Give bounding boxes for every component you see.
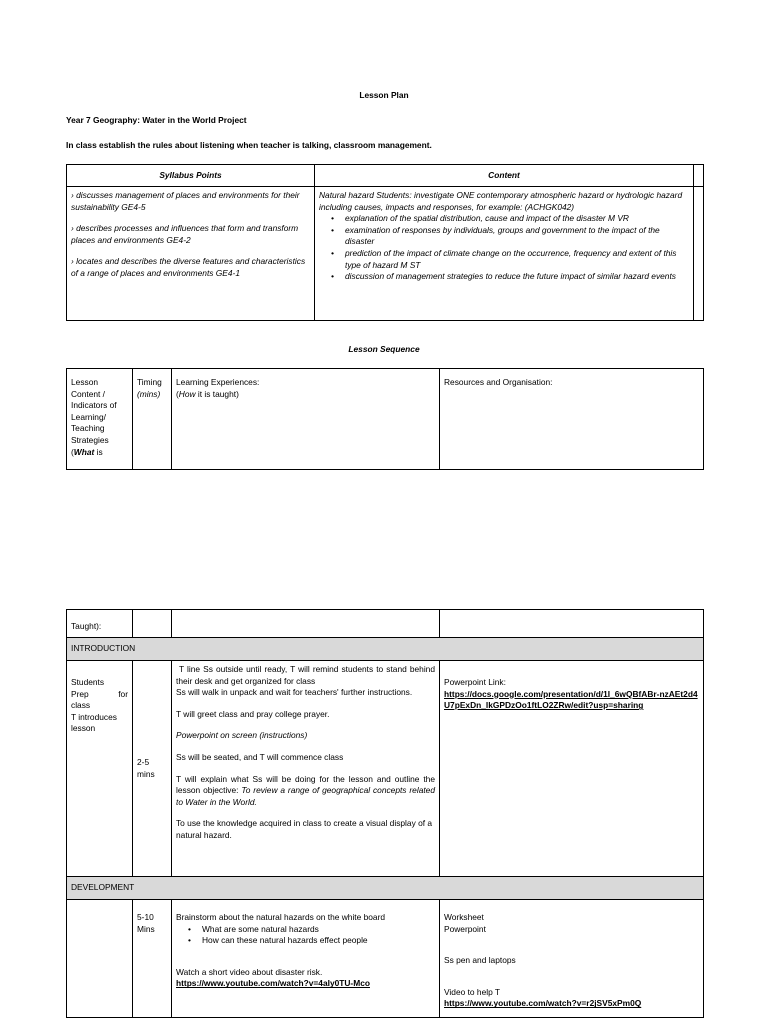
dev-learning-cell: Brainstorm about the natural hazards on the white board • What are some natural hazards • How can these natural hazards effect people Watch a short video about disaster risk. https://www.youtube.com/watch?v=4aIy0TU-Mco (172, 900, 440, 1018)
dev-bullet: • How can these natural hazards effect people (202, 935, 435, 947)
intro-content-cell: Students Prep for class T introduces lesson (67, 661, 133, 877)
dev-resources-cell: Worksheet Powerpoint Ss pen and laptops Video to help T https://www.youtube.com/watch?v=r2jSV5xPm0Q (440, 900, 704, 1018)
dev-timing: 5-10 Mins (133, 900, 172, 1018)
col-timing: Timing (mins) (133, 369, 172, 470)
helper-video-link[interactable]: https://www.youtube.com/watch?v=r2jSV5xPm0Q (444, 998, 642, 1009)
col-lesson-content: Lesson Content / Indicators of Learning/ Teaching Strategies (What is (67, 369, 133, 470)
intro-resources-cell (440, 661, 704, 877)
syllabus-points-header: Syllabus Points (67, 165, 315, 187)
introduction-heading: INTRODUCTION (67, 638, 704, 661)
intro-content-line: T introduces lesson (71, 711, 117, 733)
syllabus-table (66, 164, 704, 321)
syllabus-points-cell (67, 187, 315, 321)
content-bullet: • discussion of management strategies to reduce the future impact of similar hazard events (345, 271, 689, 283)
content-bullet: • explanation of the spatial distribution, cause and impact of the disaster M VR (345, 213, 689, 225)
continued-label: Taught): (67, 610, 133, 638)
content-bullet: • examination of responses by individuals, groups and government to the impact of the disaster (345, 225, 689, 248)
development-heading: DEVELOPMENT (67, 877, 704, 900)
lesson-sequence-title: Lesson Sequence (348, 344, 420, 354)
course-title: Year 7 Geography: Water in the World Project (66, 115, 247, 125)
content-intro: Natural hazard Students: investigate ONE contemporary atmospheric hazard or hydrologic hazard including causes, impacts and responses, for example: (ACHGK042) (319, 190, 683, 212)
col-learning-experiences: Learning Experiences: (How it is taught) (172, 369, 440, 470)
dev-bullet: • What are some natural hazards (202, 924, 435, 936)
intro-learning-cell: T line Ss outside until ready, T will remind students to stand behind their desk and get organized for class Ss will walk in unpack and wait for teachers' further instructions. T will greet class and pray college prayer. Powerpoint on screen (instructions) Ss will be seated, and T will commence class T will explain what Ss will be doing for the lesson and outline the lesson objective: To review a range of geographical concepts related to Water in the World. To use the knowledge acquired in class to create a visual display of a natural hazard. (172, 661, 440, 877)
content-header: Content (315, 165, 694, 187)
page-title: Lesson Plan (359, 90, 409, 100)
syllabus-point: › locates and describes the diverse features and characteristics of a range of places and environments GE4-1 (71, 256, 306, 278)
powerpoint-link[interactable]: https://docs.google.com/presentation/d/1I_6wQBfABr-nzAEt2d4U7pExDn_lkGPDzOo1ftLO2ZRw/edit?usp=sharing (444, 688, 698, 711)
disaster-video-link[interactable]: https://www.youtube.com/watch?v=4aIy0TU-Mco (176, 978, 370, 989)
content-list (319, 213, 689, 283)
col-resources: Resources and Organisation: (440, 369, 704, 470)
syllabus-point: › describes processes and influences that form and transform places and environments GE4-2 (71, 223, 299, 245)
lesson-sequence-table (66, 609, 704, 1018)
sequence-header-table (66, 368, 704, 470)
powerpoint-link-label: Powerpoint Link: (444, 677, 506, 687)
class-instruction: In class establish the rules about listening when teacher is talking, classroom management. (66, 140, 432, 150)
content-cell (315, 187, 694, 321)
intro-timing: 2-5 mins (133, 661, 172, 877)
syllabus-point: › discusses management of places and environments for their sustainability GE4-5 (71, 190, 300, 212)
content-bullet: • prediction of the impact of climate change on the occurrence, frequency and extent of this type of hazard M ST (345, 248, 689, 271)
